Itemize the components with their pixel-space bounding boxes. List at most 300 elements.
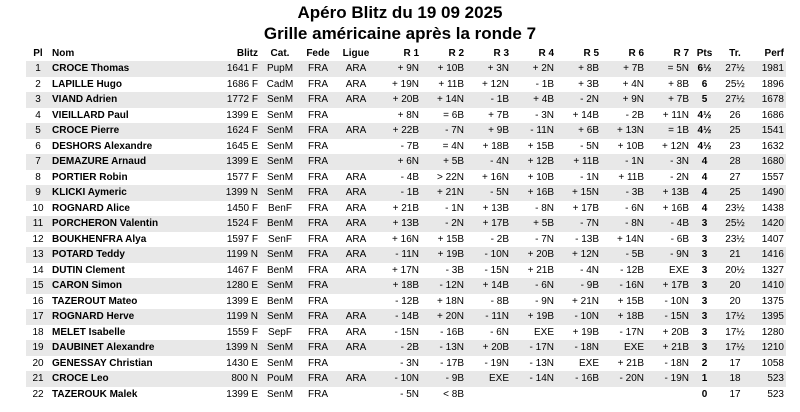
cell-r3: + 17B [466, 216, 511, 232]
cell-blitz: 800 N [210, 371, 260, 387]
cell-r3: + 3N [466, 61, 511, 77]
cell-r4: - 1B [535, 78, 554, 90]
table-row [26, 371, 786, 387]
cell-pl: 9 [26, 185, 50, 201]
cell-r4: + 19B [511, 309, 556, 325]
cell-r6: - 6N [625, 202, 644, 214]
cell-r3: - 2B [490, 233, 509, 245]
cell-r7: + 12N [662, 140, 689, 152]
cell-blitz: 1641 F [210, 61, 260, 77]
cell-name: CROCE Thomas [50, 61, 210, 77]
cell-tr: 20 [729, 295, 741, 307]
cell-pts: 3 [691, 278, 718, 294]
table-row [26, 61, 786, 77]
cell-r5: - 4N [580, 264, 599, 276]
cell-r6: - 3B [601, 185, 646, 201]
cell-tr: 17½ [718, 340, 752, 356]
cell-r4: - 9N [535, 295, 554, 307]
cell-tr: 17½ [718, 309, 752, 325]
cell-r6: + 14N [617, 233, 644, 245]
column-header-cat: Cat. [270, 48, 290, 59]
cell-name: PORTIER Robin [52, 171, 128, 183]
cell-ligue: ARA [336, 123, 376, 139]
cell-pl: 22 [32, 388, 44, 400]
cell-perf: 1981 [752, 61, 786, 77]
cell-r3: + 16N [482, 171, 509, 183]
cell-r4: - 17N [511, 340, 556, 356]
cell-fede: FRA [300, 216, 336, 232]
cell-name: DUTIN Clement [52, 264, 125, 276]
cell-name: KLICKI Aymeric [50, 185, 210, 201]
cell-perf: 1375 [761, 295, 784, 307]
cell-r3: - 4N [466, 154, 511, 170]
cell-pl: 4 [35, 109, 41, 121]
cell-blitz: 1524 F [210, 216, 260, 232]
cell-name: CARON Simon [50, 278, 210, 294]
cell-tr: 17½ [725, 326, 745, 338]
cell-name: POTARD Teddy [50, 247, 210, 263]
cell-tr: 25½ [718, 216, 752, 232]
cell-r2: = 4N [442, 140, 464, 152]
cell-name: DAUBINET Alexandre [50, 340, 210, 356]
cell-r3: - 6N [490, 326, 509, 338]
cell-pts: 3 [701, 295, 708, 307]
cell-r1: + 22B [376, 123, 421, 139]
cell-r5: - 18N [556, 340, 601, 356]
cell-name: GENESSAY Christian [52, 357, 153, 369]
cell-name: DESHORS Alexandre [52, 140, 153, 152]
cell-perf: 1632 [761, 140, 784, 152]
cell-cat: SepF [268, 326, 292, 338]
cell-r4: + 2N [511, 61, 556, 77]
cell-r3: - 10N [466, 247, 511, 263]
cell-r6: + 11B [618, 171, 644, 183]
cell-perf: 1210 [752, 340, 786, 356]
cell-r7: + 8B [668, 78, 689, 90]
cell-ligue: ARA [345, 264, 367, 276]
cell-r1: + 6N [376, 154, 421, 170]
cell-fede: FRA [308, 357, 328, 369]
table-row [26, 170, 786, 186]
cell-blitz: 1645 E [226, 140, 258, 152]
column-header-perf: Perf [764, 48, 784, 59]
cell-r7: + 21B [646, 340, 691, 356]
cell-r4: - 13N [529, 357, 554, 369]
cell-pl: 1 [26, 61, 50, 77]
cell-r5: + 15N [556, 185, 601, 201]
cell-r4: + 5B [511, 216, 556, 232]
cell-r6: + 10B [617, 140, 644, 152]
cell-ligue: ARA [336, 340, 376, 356]
cell-blitz: 1450 F [226, 202, 258, 214]
cell-ligue: ARA [336, 309, 376, 325]
cell-r3: + 13B [482, 202, 509, 214]
cell-pts: 4 [701, 171, 708, 183]
cell-r1: - 7B [400, 140, 419, 152]
cell-ligue: ARA [336, 371, 376, 387]
table-row [26, 92, 786, 108]
cell-r5: + 17B [572, 202, 599, 214]
cell-r1: - 11N [376, 247, 421, 263]
cell-ligue: ARA [345, 233, 367, 245]
cell-fede: FRA [308, 140, 328, 152]
cell-fede: FRA [300, 123, 336, 139]
cell-ligue: ARA [336, 61, 376, 77]
cell-fede: FRA [308, 233, 328, 245]
cell-tr: 20½ [725, 264, 745, 276]
cell-blitz: 1199 N [210, 309, 260, 325]
cell-perf: 1410 [752, 278, 786, 294]
cell-r6: - 17N [619, 326, 644, 338]
cell-r2: + 10B [421, 61, 466, 77]
cell-r2: - 9B [421, 371, 466, 387]
cell-r4: + 10B [527, 171, 554, 183]
cell-fede: FRA [300, 247, 336, 263]
table-row [26, 108, 786, 124]
cell-r3: - 19N [484, 357, 509, 369]
table-row [26, 216, 786, 232]
cell-r2: - 12N [421, 278, 466, 294]
cell-perf: 1407 [761, 233, 784, 245]
cell-r2: + 14N [421, 92, 466, 108]
cell-r2: - 1N [445, 202, 464, 214]
column-header-name: Nom [52, 48, 75, 59]
cell-pts: 4½ [697, 109, 712, 121]
cell-r2: + 5B [421, 154, 466, 170]
cell-r7: + 17B [646, 278, 691, 294]
cell-perf: 1327 [761, 264, 784, 276]
cell-cat: SenM [260, 340, 300, 356]
cell-perf: 523 [752, 371, 786, 387]
cell-perf: 1490 [752, 185, 786, 201]
cell-r6: - 12B [620, 264, 644, 276]
cell-r1: + 20B [376, 92, 421, 108]
cell-pl: 15 [26, 278, 50, 294]
cell-r2: + 18N [437, 295, 464, 307]
table-row [26, 356, 786, 372]
cell-name: VIAND Adrien [50, 92, 210, 108]
cell-pts: 6½ [691, 61, 718, 77]
cell-blitz: 1399 E [226, 388, 258, 400]
cell-cat: SenM [266, 109, 294, 121]
cell-fede: FRA [308, 109, 328, 121]
cell-r6: - 1N [601, 154, 646, 170]
cell-r6: + 4N [622, 78, 644, 90]
cell-pts: 0 [701, 388, 708, 400]
cell-r1: - 1B [376, 185, 421, 201]
cell-blitz: 1399 E [210, 154, 260, 170]
cell-cat: CadM [266, 78, 294, 90]
cell-name: VIEILLARD Paul [52, 109, 129, 121]
cell-perf: 1686 [761, 109, 784, 121]
table-row [26, 278, 786, 294]
cell-perf: 1280 [761, 326, 784, 338]
cell-r4: - 7N [535, 233, 554, 245]
cell-perf: 523 [767, 388, 784, 400]
cell-r6: + 7B [601, 61, 646, 77]
cell-name: ROGNARD Alice [52, 202, 130, 214]
cell-blitz: 1399 E [226, 109, 258, 121]
cell-r2: > 22N [437, 171, 464, 183]
cell-ligue [336, 154, 376, 170]
cell-r1: - 15N [394, 326, 419, 338]
cell-r4: + 15B [527, 140, 554, 152]
cell-r1: - 5N [400, 388, 419, 400]
cell-r2: + 21N [421, 185, 466, 201]
cell-ligue [336, 356, 376, 372]
cell-r5: - 9B [556, 278, 601, 294]
cell-fede: FRA [308, 388, 328, 400]
cell-tr: 26 [729, 109, 741, 121]
cell-r7: + 20B [662, 326, 689, 338]
cell-r7: - 9N [646, 247, 691, 263]
cell-r3: + 20B [466, 340, 511, 356]
cell-r3: + 12N [482, 78, 509, 90]
cell-r3: EXE [466, 371, 511, 387]
cell-perf: 1420 [752, 216, 786, 232]
cell-r3: - 15N [484, 264, 509, 276]
cell-r4: - 3N [535, 109, 554, 121]
cell-fede: FRA [308, 78, 328, 90]
table-row [26, 309, 786, 325]
cell-r6: + 15B [617, 295, 644, 307]
cell-cat: SenM [266, 140, 294, 152]
cell-r4: + 21B [527, 264, 554, 276]
cell-r5 [556, 387, 601, 403]
cell-cat: SenM [266, 171, 294, 183]
cell-r5: - 7N [556, 216, 601, 232]
cell-cat: SenM [260, 185, 300, 201]
cell-cat: SenF [268, 233, 292, 245]
table-row [26, 325, 786, 341]
cell-cat: BenM [266, 264, 294, 276]
cell-tr: 25½ [725, 78, 745, 90]
cell-cat: SenM [266, 388, 294, 400]
cell-r2: - 2N [421, 216, 466, 232]
cell-r3: - 1B [466, 92, 511, 108]
cell-pl: 21 [26, 371, 50, 387]
cell-r2: + 15B [437, 233, 464, 245]
cell-r7: - 2N [670, 171, 689, 183]
cell-r5: - 13B [575, 233, 599, 245]
cell-r5: + 19B [572, 326, 599, 338]
table-row [26, 185, 786, 201]
cell-name: TAZEROUT Mateo [52, 295, 138, 307]
cell-r2: - 17B [440, 357, 464, 369]
cell-fede: FRA [300, 309, 336, 325]
cell-fede: FRA [300, 185, 336, 201]
cell-pl: 7 [26, 154, 50, 170]
cell-pts: 6 [701, 78, 708, 90]
table-row [26, 201, 786, 217]
cell-tr: 18 [718, 371, 752, 387]
cell-fede: FRA [300, 371, 336, 387]
cell-fede: FRA [300, 154, 336, 170]
cell-pts: 3 [701, 233, 708, 245]
cell-r2: - 7N [421, 123, 466, 139]
cell-name: PORCHERON Valentin [50, 216, 210, 232]
table-row [26, 263, 786, 279]
column-header-pl: Pl [33, 48, 43, 59]
cell-perf: 1395 [752, 309, 786, 325]
table-row [26, 340, 786, 356]
cell-pl: 14 [32, 264, 44, 276]
cell-ligue: ARA [336, 216, 376, 232]
cell-r5: + 21N [572, 295, 599, 307]
cell-r2: - 13N [421, 340, 466, 356]
cell-blitz: 1280 E [210, 278, 260, 294]
cell-r5: - 10N [556, 309, 601, 325]
cell-r1: - 2B [376, 340, 421, 356]
cell-tr: 20 [718, 278, 752, 294]
cell-r6: + 21B [617, 357, 644, 369]
cell-pts: 5 [691, 92, 718, 108]
cell-cat: PouM [260, 371, 300, 387]
cell-name: LAPILLE Hugo [52, 78, 122, 90]
cell-cat: SenM [260, 309, 300, 325]
cell-pl: 5 [26, 123, 50, 139]
cell-name: BOUKHENFRA Alya [52, 233, 147, 245]
cell-r7: - 6B [670, 233, 689, 245]
cell-ligue: ARA [336, 247, 376, 263]
cell-tr: 23½ [725, 202, 745, 214]
cell-r1: - 10N [376, 371, 421, 387]
table-row [26, 294, 786, 310]
cell-cat: SenM [260, 278, 300, 294]
cell-fede: FRA [308, 202, 328, 214]
cell-r5: + 14B [572, 109, 599, 121]
cell-r2: - 3B [445, 264, 464, 276]
cell-r5: - 1N [580, 171, 599, 183]
cell-r7 [646, 387, 691, 403]
cell-r7: + 13B [646, 185, 691, 201]
table-row [26, 247, 786, 263]
cell-r7: = 5N [646, 61, 691, 77]
cell-pl: 18 [32, 326, 44, 338]
table-row [26, 232, 786, 248]
cell-perf: 1678 [752, 92, 786, 108]
cell-fede: FRA [300, 340, 336, 356]
table-row [26, 387, 786, 403]
column-header-ligue: Ligue [342, 48, 370, 59]
column-header-r2: R 2 [448, 48, 464, 59]
cell-ligue [336, 278, 376, 294]
column-header-fede: Fede [306, 48, 330, 59]
cell-tr: 23 [729, 140, 741, 152]
cell-r2: + 20N [421, 309, 466, 325]
cell-cat: PupM [260, 61, 300, 77]
cell-r5: EXE [578, 357, 599, 369]
cell-pts: 4 [701, 202, 708, 214]
column-header-pts: Pts [696, 48, 713, 59]
table-row [26, 77, 786, 93]
cell-perf: 1541 [752, 123, 786, 139]
cell-r1: + 18B [376, 278, 421, 294]
cell-r1: + 21B [392, 202, 419, 214]
cell-r4: - 6N [511, 278, 556, 294]
cell-r5: + 6B [556, 123, 601, 139]
cell-fede: FRA [300, 278, 336, 294]
cell-tr: 23½ [725, 233, 745, 245]
cell-fede: FRA [308, 264, 328, 276]
cell-r4: + 12B [511, 154, 556, 170]
cell-r7: - 3N [646, 154, 691, 170]
cell-r3: + 18B [482, 140, 509, 152]
cell-name: DEMAZURE Arnaud [50, 154, 210, 170]
cell-cat: SenM [260, 154, 300, 170]
cell-pts: 4 [691, 185, 718, 201]
column-header-tr: Tr. [729, 48, 741, 59]
page-subtitle: Grille américaine après la ronde 7 [263, 24, 537, 43]
cell-r7: EXE [668, 264, 689, 276]
cell-r4: - 11N [511, 123, 556, 139]
cell-perf: 1680 [752, 154, 786, 170]
cell-r2: - 16B [440, 326, 464, 338]
cell-cat: SenM [266, 357, 294, 369]
cell-fede: FRA [300, 61, 336, 77]
cell-pts: 4½ [691, 123, 718, 139]
cell-blitz: 1559 F [226, 326, 258, 338]
cell-cat: SenM [260, 92, 300, 108]
cell-r6 [601, 387, 646, 403]
cell-blitz: 1199 N [210, 247, 260, 263]
cell-r7: - 19N [646, 371, 691, 387]
column-header-r3: R 3 [493, 48, 509, 59]
cell-perf: 1557 [761, 171, 784, 183]
cell-ligue [336, 139, 376, 155]
cell-r4: EXE [533, 326, 554, 338]
cell-r2: + 11B [438, 78, 464, 90]
cell-perf: 1438 [761, 202, 784, 214]
cell-r6: + 13N [601, 123, 646, 139]
cell-r2: + 19B [421, 247, 466, 263]
cell-ligue: ARA [336, 92, 376, 108]
cell-ligue: ARA [345, 78, 367, 90]
cell-pts: 1 [691, 371, 718, 387]
cell-r4: + 20B [511, 247, 556, 263]
cell-name: CROCE Pierre [50, 123, 210, 139]
cell-r3: + 7B [488, 109, 509, 121]
cell-r5: - 2N [556, 92, 601, 108]
cell-cat: BenF [268, 202, 292, 214]
cell-tr: 17 [729, 357, 741, 369]
cell-r1: + 8N [397, 109, 419, 121]
cell-r7: - 4B [646, 216, 691, 232]
cell-pts: 3 [701, 326, 708, 338]
cell-pts: 4½ [697, 140, 712, 152]
cell-perf: 1058 [761, 357, 784, 369]
cell-pl: 12 [32, 233, 44, 245]
cell-r2: = 6B [443, 109, 464, 121]
table-row [26, 154, 786, 170]
cell-r3: + 9B [466, 123, 511, 139]
cell-tr: 25 [718, 185, 752, 201]
cell-r4: + 16B [511, 185, 556, 201]
table-row [26, 139, 786, 155]
cell-r3: - 8B [490, 295, 509, 307]
cell-tr: 17 [729, 388, 741, 400]
cell-pts: 3 [691, 216, 718, 232]
cell-r1: - 14B [376, 309, 421, 325]
cell-tr: 27 [729, 171, 741, 183]
cell-pl: 8 [35, 171, 41, 183]
cell-r4: - 14N [511, 371, 556, 387]
cell-pl: 20 [32, 357, 44, 369]
cell-name: ROGNARD Herve [50, 309, 210, 325]
cell-pts: 4 [691, 154, 718, 170]
cell-cat: BenM [266, 295, 294, 307]
cell-r1: + 9N [376, 61, 421, 77]
